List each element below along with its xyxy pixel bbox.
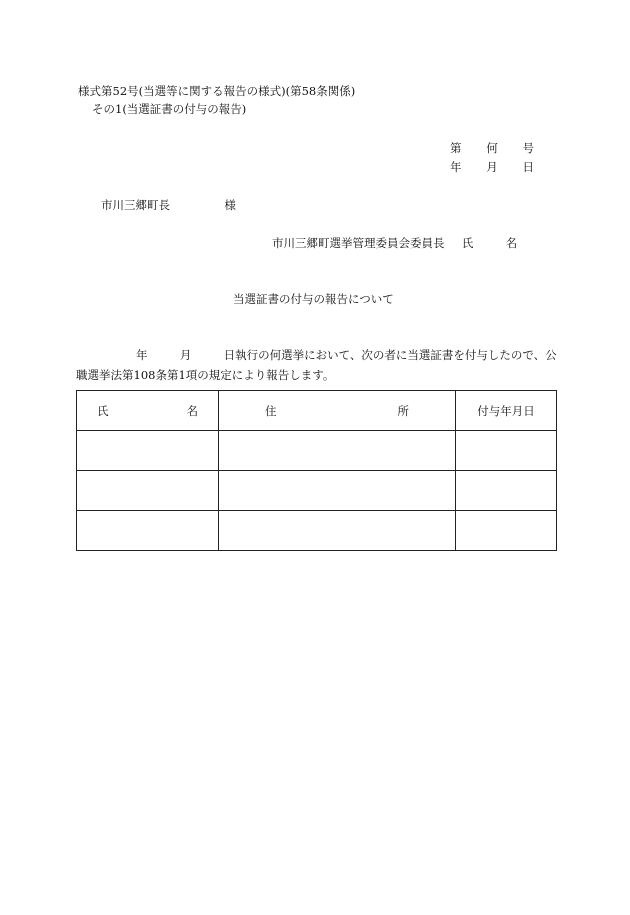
form-subheading: その1(当選証書の付与の報告) (92, 102, 247, 116)
doc-date-day: 日 (522, 160, 534, 174)
body-line-1 (136, 350, 557, 362)
header-name-char-1: 氏 (97, 403, 109, 418)
table-cell-date[interactable] (456, 471, 557, 511)
table-cell-date[interactable] (456, 431, 557, 471)
table-cell-name[interactable] (77, 511, 219, 551)
sender-name-char-2: 名 (505, 236, 518, 250)
body-line-2: 職選挙法第108条第1項の規定により報告します。 (76, 368, 335, 382)
report-table (76, 390, 557, 551)
table-cell-date[interactable] (456, 511, 557, 551)
doc-number-char-2: 何 (486, 141, 498, 155)
header-date: 付与年月日 (456, 391, 557, 431)
doc-date-year: 年 (450, 160, 462, 174)
addressee (101, 200, 236, 212)
table-cell-name[interactable] (77, 431, 219, 471)
addressee-honorific: 様 (224, 198, 236, 212)
body-year: 年 (136, 348, 148, 362)
table-cell-address[interactable] (219, 471, 456, 511)
table-cell-address[interactable] (219, 431, 456, 471)
doc-number-char-3: 号 (522, 141, 534, 155)
header-address-char-1: 住 (265, 403, 277, 418)
body-line-1-rest: 日執行の何選挙において、次の者に当選証書を付与したので、公 (223, 348, 557, 362)
doc-number-char-1: 第 (450, 141, 462, 155)
header-address-char-2: 所 (397, 403, 409, 418)
addressee-name: 市川三郷町長 (101, 198, 170, 212)
table-cell-name[interactable] (77, 471, 219, 511)
sender-title: 市川三郷町選挙管理委員会委員長 (272, 236, 445, 250)
header-name (77, 391, 219, 431)
document-number (450, 143, 534, 155)
table-header-row (77, 391, 557, 431)
header-name-char-2: 名 (186, 403, 198, 418)
document-title: 当選証書の付与の報告について (233, 292, 394, 306)
table-row (77, 471, 557, 511)
table-row (77, 511, 557, 551)
document-date (450, 162, 534, 174)
form-heading: 様式第52号(当選等に関する報告の様式)(第58条関係) (78, 84, 356, 98)
table-cell-address[interactable] (219, 511, 456, 551)
sender (272, 238, 517, 250)
sender-name-char-1: 氏 (461, 236, 474, 250)
header-address (219, 391, 456, 431)
body-month: 月 (179, 348, 192, 362)
doc-date-month: 月 (486, 160, 498, 174)
table-row (77, 431, 557, 471)
